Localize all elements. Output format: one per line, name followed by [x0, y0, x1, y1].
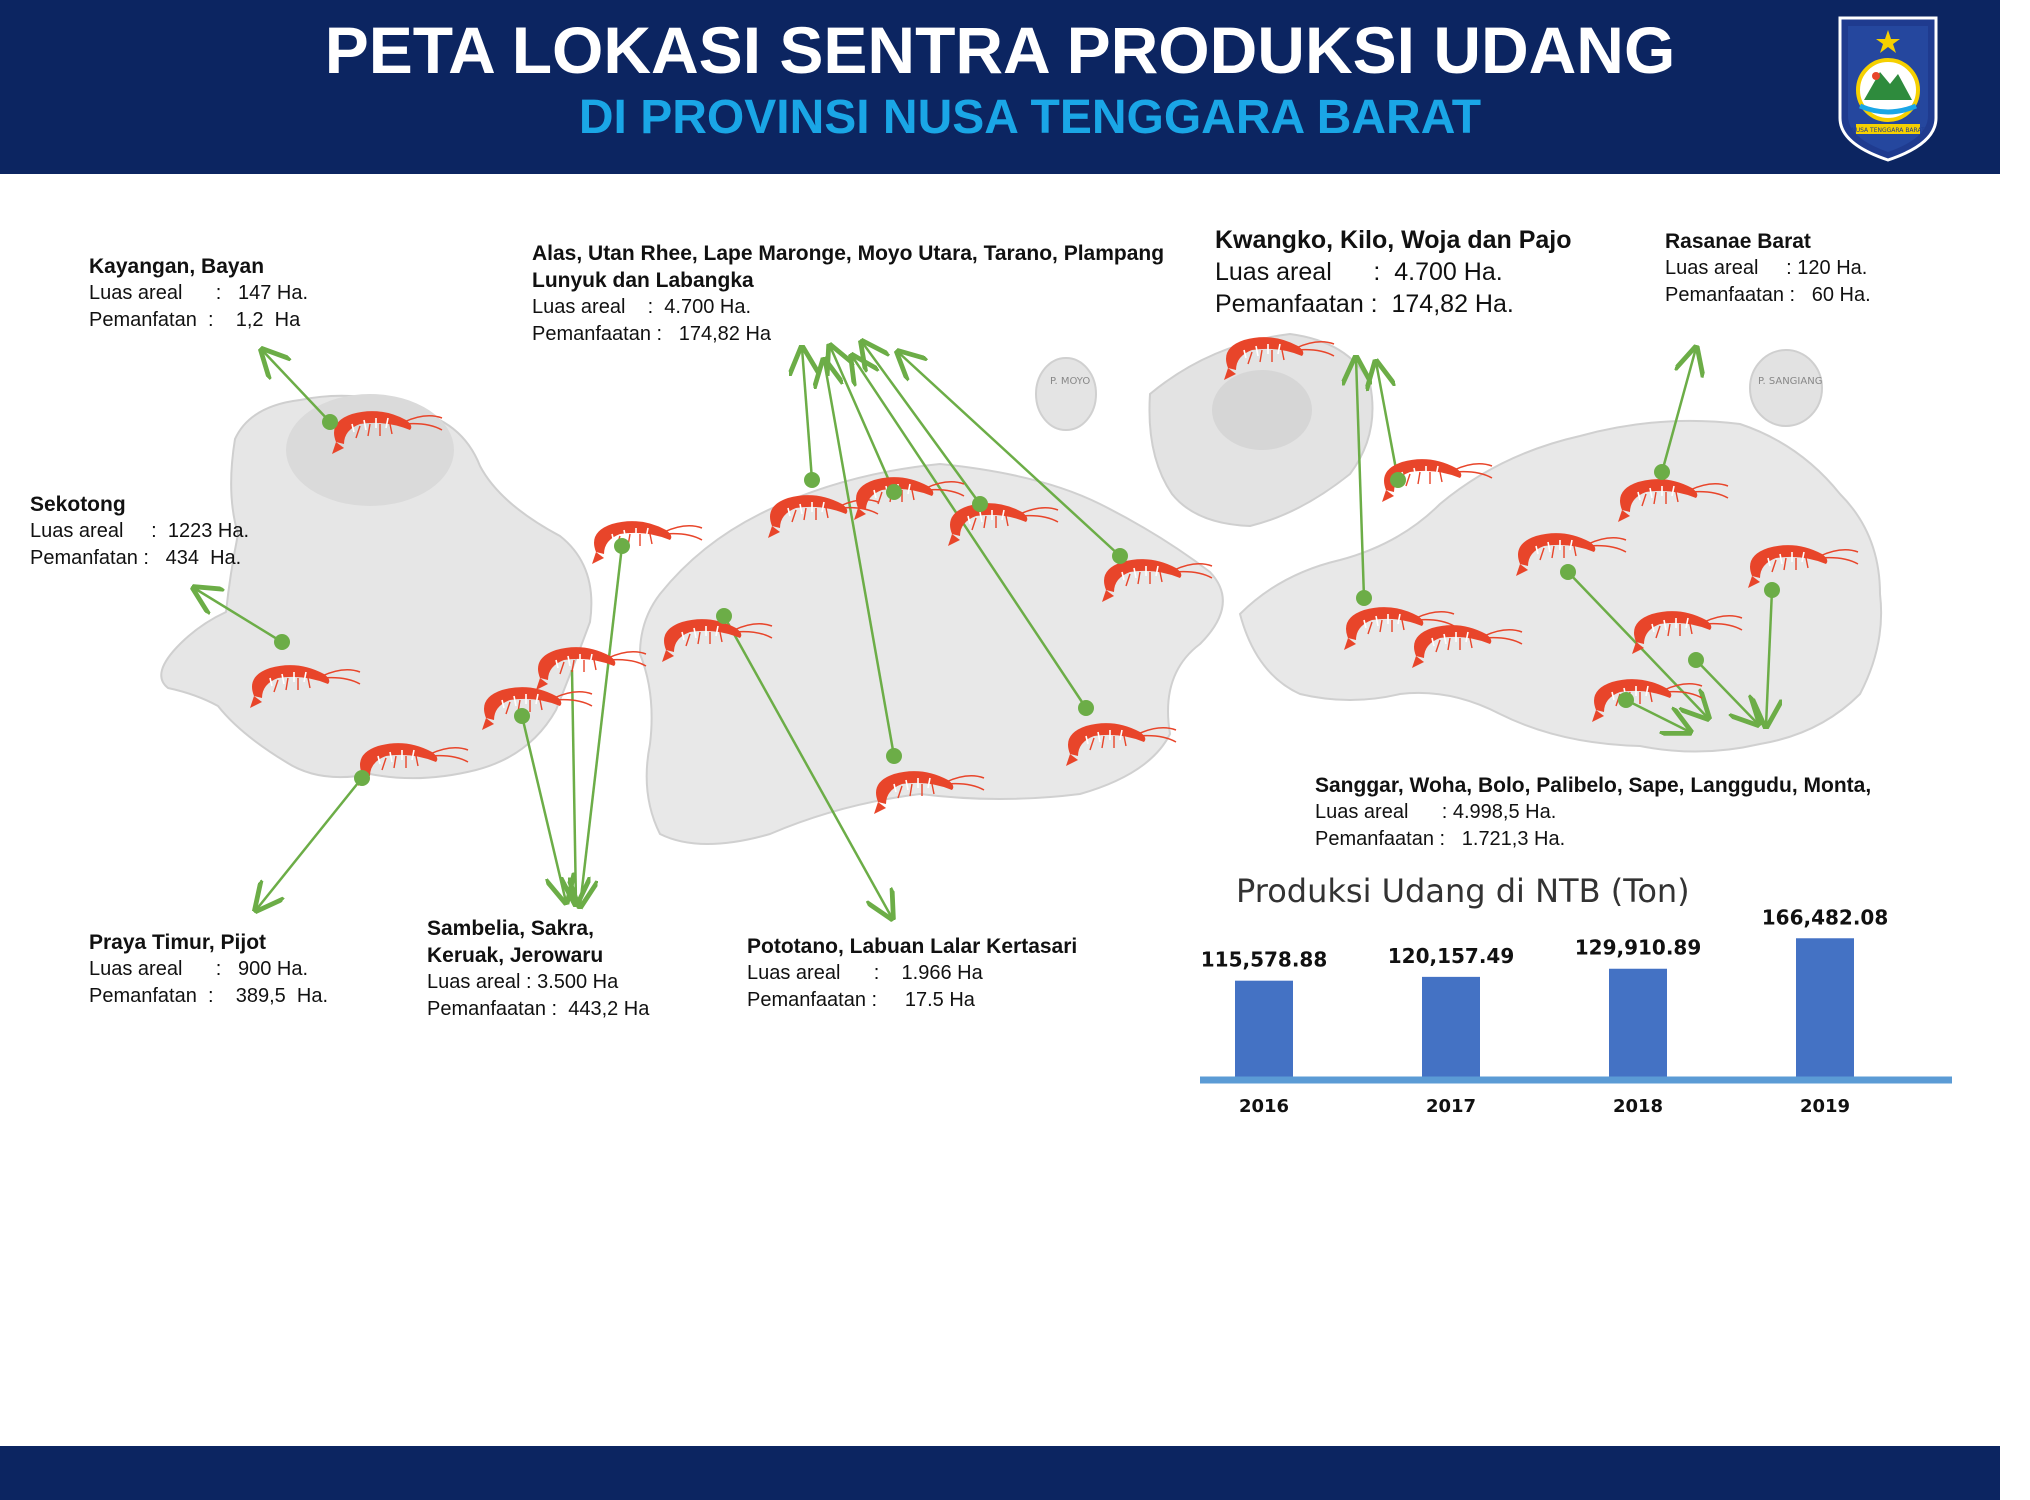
location-label-alas: Alas, Utan Rhee, Lape Maronge, Moyo Utara, Tarano, Plampang Lunyuk dan Labangka Luas areal : 4.700 Ha. Pemanfaatan : 174,82 Ha [532, 242, 1165, 345]
header-bar [0, 0, 2000, 174]
location-dot [1078, 700, 1094, 716]
footer-bar [0, 1446, 2000, 1500]
location-dot [354, 770, 370, 786]
bar-2018 [1609, 969, 1667, 1077]
location-dot [614, 538, 630, 554]
x-tick-label: 2019 [1799, 1096, 1851, 1117]
location-label-sanggar: Sanggar, Woha, Bolo, Palibelo, Sape, Langgudu, Monta, Luas areal : 4.998,5 Ha. Pemanfaatan : 1.721,3 Ha. [1315, 774, 1872, 850]
bar-value-label: 115,578.88 [1200, 947, 1328, 972]
sangiang-island [1750, 350, 1822, 426]
location-label-kwangko: Kwangko, Kilo, Woja dan Pajo Luas areal : 4.700 Ha. Pemanfaatan : 174,82 Ha. [1215, 226, 1572, 318]
location-dot [804, 472, 820, 488]
location-dot [1764, 582, 1780, 598]
arrow-kwangko-2 [1376, 362, 1398, 480]
arrow-alas-2 [830, 346, 894, 492]
location-dot [1112, 548, 1128, 564]
location-dot [1618, 692, 1634, 708]
location-dot [972, 496, 988, 512]
location-dot [1560, 564, 1576, 580]
bar-2016 [1235, 981, 1293, 1077]
bar-2017 [1422, 977, 1480, 1077]
bar-2019 [1796, 938, 1854, 1077]
production-bar-chart [1196, 905, 1956, 1130]
location-dot [1654, 464, 1670, 480]
location-dot [716, 608, 732, 624]
x-tick-label: 2018 [1612, 1096, 1664, 1117]
map-islands [161, 334, 1881, 844]
location-label-pototano: Pototano, Labuan Lalar Kertasari Luas areal : 1.966 Ha Pemanfaatan : 17.5 Ha [747, 935, 1078, 1011]
chart-labels [1201, 905, 1889, 1117]
x-tick-label: 2016 [1238, 1096, 1290, 1117]
location-label-kayangan: Kayangan, Bayan Luas areal : 147 Ha. Pemanfatan : 1,2 Ha [89, 255, 309, 331]
page-subtitle: DI PROVINSI NUSA TENGGARA BARAT [578, 91, 1482, 144]
location-dot [1356, 590, 1372, 606]
location-dot [886, 748, 902, 764]
location-dot [886, 484, 902, 500]
shrimp-icon [592, 521, 702, 564]
sangiang-island-label: P. SANGIANG [1758, 376, 1823, 387]
moyo-island [1036, 358, 1096, 430]
location-label-praya: Praya Timur, Pijot Luas areal : 900 Ha. Pemanfatan : 389,5 Ha. [89, 931, 329, 1007]
arrow-praya [256, 778, 362, 910]
sumbawa-island-west [640, 464, 1223, 844]
chart-bars [1235, 935, 1854, 1077]
location-dot [274, 634, 290, 650]
location-dot [322, 414, 338, 430]
ntb-province-emblem-icon [1836, 14, 1940, 162]
bar-value-label: 120,157.49 [1387, 943, 1515, 968]
location-label-sambelia: Sambelia, Sakra, Keruak, Jerowaru Luas areal : 3.500 Ha Pemanfaatan : 443,2 Ha [427, 917, 650, 1020]
location-dot [1390, 472, 1406, 488]
arrow-sambelia-1 [522, 716, 566, 902]
page-title: PETA LOKASI SENTRA PRODUKSI UDANG [324, 13, 1676, 87]
location-dot [514, 708, 530, 724]
location-label-rasanae: Rasanae Barat Luas areal : 120 Ha. Pemanfaatan : 60 Ha. [1665, 230, 1871, 306]
location-label-sekotong: Sekotong Luas areal : 1223 Ha. Pemanfatan : 434 Ha. [30, 493, 250, 569]
bar-value-label: 129,910.89 [1574, 935, 1702, 960]
arrow-sambelia-2 [572, 670, 576, 904]
x-tick-label: 2017 [1425, 1096, 1477, 1117]
logo-text: NUSA TENGGARA BARAT [1851, 127, 1925, 134]
bar-value-label: 166,482.08 [1761, 905, 1889, 930]
moyo-island-label: P. MOYO [1050, 376, 1091, 387]
location-dot [1688, 652, 1704, 668]
arrow-alas-1 [802, 348, 812, 480]
chart-title: Produksi Udang di NTB (Ton) [1236, 872, 1690, 910]
